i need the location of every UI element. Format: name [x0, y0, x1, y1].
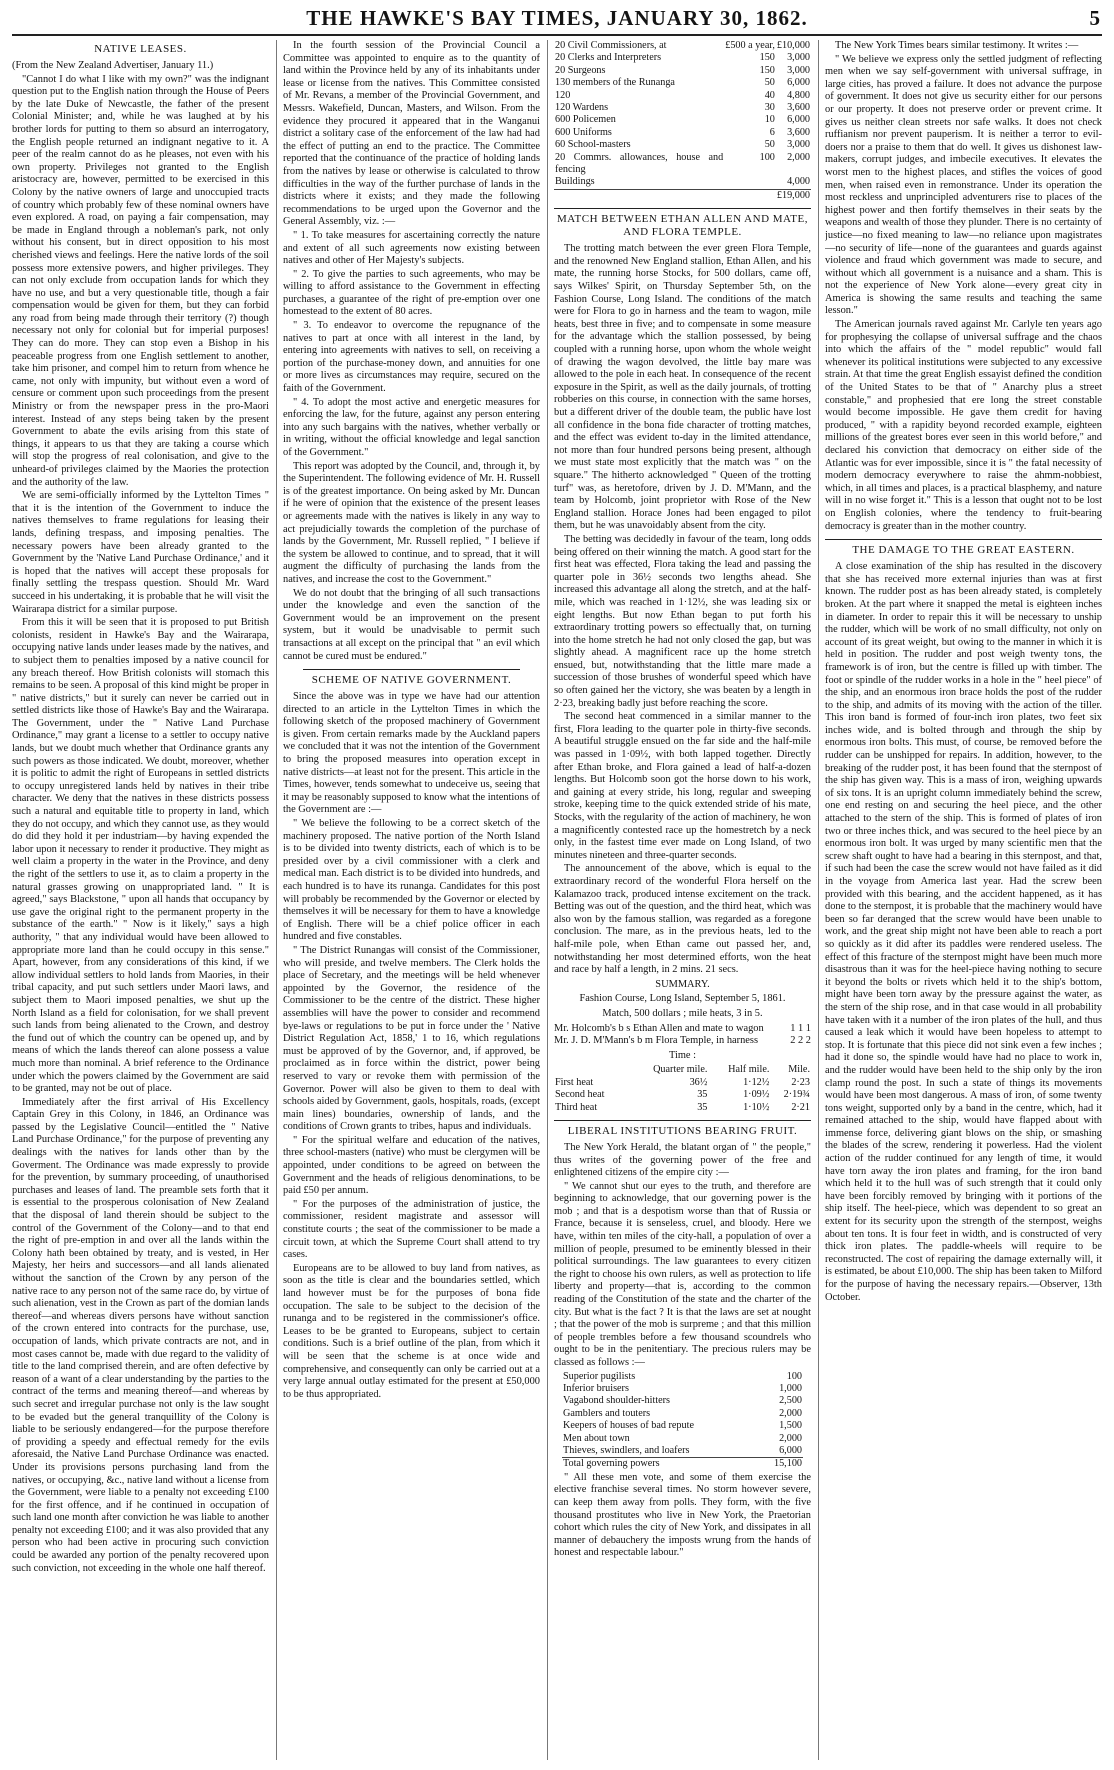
heat-name: First heat	[555, 1076, 594, 1088]
rulers-class: Inferior bruisers	[563, 1383, 629, 1394]
heat-time: 2·19¾	[783, 1089, 810, 1101]
rulers-row	[562, 1371, 803, 1383]
rulers-total-value: 15,100	[759, 1458, 803, 1471]
heat-name: Third heat	[555, 1101, 598, 1113]
section-rule	[554, 1120, 811, 1121]
rulers-count: 1,500	[779, 1420, 802, 1432]
heat-header: Half mile.	[728, 1064, 770, 1076]
budget-total: 3,000	[787, 52, 810, 64]
budget-total: 6,000	[787, 114, 810, 126]
column-2	[283, 40, 540, 1762]
entry-name: Mr. J. D. M'Mann's b m Flora Temple, in harness	[554, 1035, 758, 1047]
budget-total: 4,000	[787, 176, 810, 188]
summary-course: Fashion Course, Long Island, September 5, 1861.	[579, 993, 786, 1005]
heat-time: 1·10½	[743, 1101, 770, 1113]
paragraph: The announcement of the above, which is equal to the extraordinary record of the wonderful Flora herself on the Kalamazoo track, produced intense excitement on the track. Betting was out of the question, and the third heat, which was also won by the famous stallion, was regarded as a foregone conclusion. The mare, as in the previous heats, led to the half-mile pole, when Ethan came out passed her, and, notwithstanding her most determined efforts, won the heat and race by half a length, in 2 mins. 21 secs.	[554, 863, 811, 976]
heat-time: 1·09½	[743, 1089, 770, 1101]
paragraph: The New York Times bears similar testimony. It writes :—	[835, 40, 1079, 51]
heat-name: Second heat	[555, 1089, 605, 1101]
budget-rate: 150	[759, 52, 775, 64]
entry-name: Mr. Holcomb's b s Ethan Allen and mate to wagon	[554, 1022, 764, 1034]
budget-rate: 30	[764, 102, 775, 114]
rulers-count: 6,000	[779, 1445, 802, 1457]
rulers-total-label: Total governing powers	[562, 1458, 759, 1471]
article-heading-native-leases: NATIVE LEASES.	[94, 43, 187, 55]
paragraph: " For the spiritual welfare and education of the natives, three school-masters (native) who must be clergymen will be appointed, under conditions to be agreed on between the Government and the heads of religious denominations, to be paid £50 per annum.	[283, 1134, 540, 1197]
summary-entry	[554, 1023, 811, 1036]
paragraph: " All these men vote, and some of them exercise the elective franchise several times. No storm however severe, can keep them away from polls. They form, with the five thousand prostitutes who live in New York, the Praetorian cohort which rules the city of New York, and dissipates in all manner of debauchery the imposts wrung from the hands of honest and respectable labour."	[554, 1471, 811, 1559]
budget-grand-total: £19,000	[776, 189, 810, 201]
budget-total: 2,000	[787, 151, 810, 163]
recommendation: " 1. To take measures for ascertaining correctly the nature and extent of all such agreements now existing between natives and other of Her Majesty's subjects.	[283, 229, 540, 267]
paragraph: A close examination of the ship has resulted in the discovery that she has received more external injuries than was at first known. The rudder post as has been already stated, is completely broken. At the part where it snapped the metal is eighteen inches in diameter. In order to repair this it will be necessary to unship the rudder, which will be work of no small difficulty, not only on account of its great weight, but owing to the manner in which it is held in position. The rudder and post weigh twenty tons, the framework is of iron, but the centre is filled up with timber. The foot or spindle of the rudder works in a hole in the " heel piece" of the ship, and an enormous iron brace holds the post of the rudder to the ship, and admits of its moving with the action of the tiller. This iron band is formed of four-inch iron plates, two feet six inches wide, and is bolted through and through the ship by enormous iron bolts. This must, of course, be removed before the rudder can be unshipped for repairs. In addition, however, to the breaking of the rudder post, it has been found that the sternpost of the ship has given way. This is a mass of iron, weighing upwards of six tons. It is an upright column immediately behind the screw, one end resting on and securing the heel piece, and the other attached to the stern of the ship. This is formed of plates of iron two or three inches thick, and was secured to the heel piece by an enormous iron bolt. It was urged by many scientific men that the screw shaft ought to have had a bearing in this sternpost, and that, if such had been the case the screw would not have failed as it did in the voyage from America last year. Had the screw been provided with this bearing, and the accident happened, as it has done to the sternpost, it is probable that the machinery would have been so far deranged that the screw would have been unable to work, and the great ship might not have been able to reach a port so quickly as it did after its paddles were rendered useless. The effect of this fracture of the sternpost might have been much more disastrous than it was for the heel-piece having nothing to secure it beyond the bolts or rivets which held it to the ship's bottom, might have been torn away by the pressure against the water, as the stern of the ship rose, and in that case would in all probability have taken with it a number of the iron plates of the hull, and thus caused a leak which it would have been hopeless to attempt to stop. It is fortunate that this piece did not sink even a few inches ; had it done so, the spindle would have had no place to work in, and the rudder would have been held to the ship only by the iron clamp round the post. In such a state of things its movements would have been most dangerous. A mass of iron, of some twenty tons weight, supported only by a band in the centre, which, had it remained attached to the ship, would have flapped about with immense force, delivering giant blows on the ship, or smashing the blades of the screw, rendering it powerless. Had the violent action of the rudder continued for any length of time, it would have torn away the iron plates and framing, for the iron band which held it to the hull was of such strength that it could only have been forcibly removed by bringing with it portions of the ship itself. The heel-piece, which was dependent to so great an extent for its security upon the strength of the sternpost, weighs about ten tons. It is four feet in width, and is constructed of very thick iron plates. The paddle-wheels will require to be reconstructed. The cost of repairing the damage externally will, it is estimated, be about £10,000. The ship has been taken to Milford for the purpose of having the necessary repairs.—Observer, 13th October.	[825, 561, 1102, 1303]
heat-row	[554, 1077, 811, 1089]
paragraph: The American journals raved against Mr. Carlyle ten years ago for prophesying the collapse of universal suffrage and the chaos into which the affairs of the " model republic" would fall whenever its political institutions were subjected to any excessive strain. At that time the great English essayist defined the condition of the United States to be that of " Anarchy plus a street constable," and prophesied that ere long the street constable would become impossible. He gave them credit for having produced, " with a rapidity beyond recorded example, eighteen millions of the greatest bores ever seen in this world before," and declared his conviction that democracy on either side of the Atlantic was for ever impossible, since it is " the fatal necessity of modern democracy everywhere to raise the ahmm-nobbiest, which, in all times and places, is a practical blasphemy, and nature will in no wise forget it." This is a lesson that ought not to be lost on English colonies, where the tendency to fruit-bearing democracy is greater than in the mother country.	[825, 319, 1102, 532]
article-source: (From the New Zealand Advertiser, January 11.)	[12, 60, 214, 71]
budget-total: 4,800	[787, 89, 810, 101]
heat-header	[554, 1064, 628, 1076]
paragraph: " The District Runangas will consist of the Commissioner, who will preside, and twelve members. The Clerk holds the place of Secretary, and the meetings will be held whenever appointed by the Governor, the residence of the Commissioner to be the centre of the district. These higher assemblies will have the power to consider and recommend bye-laws or regulations to be put in force under the ' Native District Regulation Act, 1858,' 1 to 16, which regulations must be approved of by the Governor, and, if approved, be proclaimed as in force within the district, power being reserved to vary or revoke them with permission of the Governor. Power will also be given to them to deal with schools aided by Government, gaols, hospitals, roads, (except main lines) boundaries, ownership of lands, and the conditions of Crown grants to tribes, hapus and individuals.	[283, 944, 540, 1133]
budget-row	[554, 127, 811, 139]
budget-row	[554, 152, 811, 177]
rulers-count: 2,000	[779, 1407, 802, 1419]
budget-rate: 150	[759, 64, 775, 76]
budget-row	[554, 90, 811, 102]
heat-time: 36½	[689, 1076, 708, 1088]
rulers-class: Keepers of houses of bad repute	[563, 1420, 694, 1432]
paragraph: The betting was decidedly in favour of the team, long odds being offered on their winning the match. A good start for the first heat was effected, Flora taking the lead and passing the quarter pole in 36½ seconds two lengths ahead. She increased this advantage all along the stretch, and at the half-mile, which was reached in 1·12½, she was leading six or eight lengths. But now Ethan began to put forth his extraordinary trotting powers so effectually that, on turning into the home stretch he had not only closed the gap, but was slightly ahead. A magnificent race up the home stretch ensued, but, notwithstanding that the little mare made a succession of those brushes of wonderful speed which have so often gained her the victory, she was beaten by a length in 2·23, breaking badly just before reaching the score.	[554, 533, 811, 709]
rulers-count: 100	[786, 1370, 802, 1382]
section-rule	[825, 539, 1102, 540]
masthead-rule	[12, 34, 1102, 36]
heat-row	[554, 1102, 811, 1114]
budget-row	[554, 102, 811, 114]
paragraph: " For the purposes of the administration of justice, the commissioner, resident magistrate and assessor will constitute courts ; the seat of the commissioner to be made a circuit town, at which the Supreme Court shall attend to try cases.	[283, 1198, 540, 1261]
paragraph: This report was adopted by the Council, and, through it, by the Superintendent. The following evidence of Mr. H. Russell is of the greatest importance. On being asked by Mr. Duncan if he were of opinion that the existence of the present leases or agreements made with the natives is likely in any way to act prejudicially towards the completion of the purchase of lands by the Government, Mr. Russell replied, " I believe if the system be allowed to continue, and to spread, that it will augment the difficulty of purchasing the lands from the natives, and increase the cost to the Government."	[283, 460, 540, 585]
paragraph: We are semi-officially informed by the Lyttelton Times " that it is the intention of the Government to induce the natives themselves to frame regulations for leasing their lands, defining trespass, and imposing penalties. The necessary powers have been already granted to the Government by the 'Native Land Purchase Ordinance,' and it is hoped that the natives will accept these proposals for finally settling the trespass question. Should Mr. Ward succeed in his undertaking, it is probable that he will visit the Wairarapa district for a similar purpose.	[12, 490, 269, 615]
rulers-class: Men about town	[563, 1432, 630, 1444]
article-heading-eastern: THE DAMAGE TO THE GREAT EASTERN.	[852, 544, 1075, 557]
rulers-class: Gamblers and touters	[563, 1407, 651, 1419]
masthead	[12, 6, 1102, 36]
budget-row	[554, 40, 811, 52]
rulers-row	[562, 1395, 803, 1407]
budget-item: 130 members of the Runanga	[555, 77, 675, 89]
summary-match: Match, 500 dollars ; mile heats, 3 in 5.	[602, 1007, 763, 1019]
budget-item: Buildings	[555, 176, 595, 188]
paragraph: From this it will be seen that it is proposed to put British colonists, resident in Hawke's Bay and the Wairarapa, occupying native lands under leases made by the natives, and to subject them to penalties imposed by a native council for any breach thereof. How British colonists will stomach this remains to be seen. A proposal of this kind might be proper in " native districts," but it surely can never be carried out in settled districts like those of Hawke's Bay and the Wairarapa. The Government, under the " Native Land Purchase Ordinance," may grant a license to a settler to occupy native lands, but we doubt much whether that Ordinance grants any such powers as those indicated. We doubt, moreover, whether it is politic to admit the right of Europeans in settled districts to occupy unregistered lands held by natives in their tribe character. We deny that the natives in these districts possess such a natural and equitable title to property in land, which they do not occupy, and which they cannot use, as they would do did they hold it per industriam—by having expended the labor upon it necessary to render it productive. They might as well claim a property in the water in the Province, and deny the right of the settlers to use it, as to claim a property in the natural grasses growing on unappropriated land. " It is agreed," says Blackstone, " upon all hands that occupancy by use gave the original right to the permanent property in the substance of the earth." " Now is it likely," says a high authority, " that any individual would have been allowed to appropriate more land than he could occupy in this sense." Apart, however, from any considerations of this kind, if we allow individual settlers to hold lands from Maories, in their tribal capacity, and put such settlers under Maori laws, and subject them to Maori imposed penalties, we shut up the North Island as a field for colonisation, for we shall prevent such lands from being alienated to the Crown, and destroy the fund out of which the country can be opened up, and by means of which the lands thereof can alone possess a value much more than nominal. A brief reference to the Ordinance under which the powers claimed by the Government are said to be granted, may not be out of place.	[12, 617, 269, 1095]
budget-item: 120	[555, 89, 571, 101]
heat-header: Quarter mile.	[653, 1064, 708, 1076]
time-label: Time :	[668, 1049, 697, 1061]
section-rule	[554, 208, 811, 209]
rulers-count: 2,000	[779, 1432, 802, 1444]
budget-row	[554, 114, 811, 126]
budget-item: 20 Commrs. allowances, house and fencing	[555, 151, 724, 176]
budget-rate	[724, 176, 776, 189]
budget-rate: 40	[764, 89, 775, 101]
rulers-row	[562, 1433, 803, 1445]
heat-header: Mile.	[788, 1064, 810, 1076]
budget-rate: 50	[764, 77, 775, 89]
article-heading-scheme: SCHEME OF NATIVE GOVERNMENT.	[311, 674, 512, 687]
budget-item: 60 School-masters	[555, 139, 631, 151]
rulers-count: 1,000	[779, 1383, 802, 1394]
recommendation: " 2. To give the parties to such agreements, who may be willing to afford assistance to the Government in effecting purchases, a guarantee of the right of pre-emption over one homestead to the extent of 80 acres.	[283, 268, 540, 318]
paragraph: Immediately after the first arrival of His Excellency Captain Grey in this Colony, in 1846, an Ordinance was passed by the Legislative Council—entitled the " Native Land Purchase Ordinance," for the purpose of preventing any dealings with the natives for lands other than by the Goverment. The Ordinance was made expressly to provide for the prevention, by summary proceeding, of unauthorised purchases and leases of land. The preamble sets forth that it is essential to the prosperous colonisation of New Zealand that the disposal of land therein should be subject to the control of the Government of the Colony—and to that end the right of pre-emption in and over all the lands within the Colony hath been obtained by treaty, and is vested, in Her Majesty, her heirs and successors—and all lands alienated without the sanction of the Crown by any person of the native race to any person not of the same race do, by virtue of such alienation, vest in the Crown as part of the domian lands thereof—and whereas divers persons have without sanction of the crown entered into contracts for the purchase, use, occupation of lands, which private contracts are not, and in most cases cannot be, made with due regard to the validity of title to the land comprised therein, and are often defective by reason of a want of a clear understanding by the parties to the contract of the terms and meaning thereof—and whereas by such secret and irregular purchase not only is the law sought to be evaded but the general tranquillity of the Colony is liable to be seriously endangered—for the purpose therefore of providing a speedy and effectual remedy for the evils aforesaid, the Native Land Purchase Ordinance was enacted. Under its provisions persons purchasing land from the natives, or occupying, &c., native land without a license from the Government, were liable to a penalty not exceeding £100 for the first offence, and if he continued in occupation of such land one month after conviction he was liable to another penalty not exceeding £100; and it was also provided that any person who had been active in procuring such conviction could be awarded any portion of the penalty recovered upon such conviction, not exceeding in the whole one half thereof.	[12, 1096, 269, 1574]
rulers-class: Superior pugilists	[563, 1370, 636, 1382]
rulers-class: Vagabond shoulder-hitters	[563, 1395, 671, 1407]
budget-total-row	[554, 189, 811, 202]
article-heading-match: MATCH BETWEEN ETHAN ALLEN AND MATE, AND FLORA TEMPLE.	[557, 213, 808, 239]
paragraph: The second heat commenced in a similar manner to the first, Flora leading to the quarter pole in thirty-five seconds. A beautiful struggle ensued on the far side and the half-mile was passed in 1·09½, with both lapped together. Directly after Ethan broke, and Flora gained a lead of half-a-dozen lengths. But Holcomb soon got the horse down to his work, and gaining at every stride, his long, regular and sweeping stroke, keeping time to the quick extended stride of his mate, Stocks, with the regularity of the action of machinery, he won a magnificently contested race up the homestretch by a neck only, in the fastest time ever made on Long Island, of two minutes nineteen and three-quarter seconds.	[554, 711, 811, 861]
budget-rate: 10	[764, 114, 775, 126]
column-1	[12, 40, 269, 1762]
budget-rate: £500 a year,	[725, 40, 775, 51]
budget-rate: 100	[759, 151, 775, 163]
recommendation: " 3. To endeavor to overcome the repugnance of the natives to part at once with all interest in the land, by entering into agreements with natives to sell, on receiving a portion of the purchase-money down, and annuities for one or more lives as circumstances may require, secured on the faith of the Government.	[283, 320, 540, 395]
paragraph: " We believe the following to be a correct sketch of the machinery proposed. The native portion of the North Island is to be divided into twenty districts, each of which is to be presided over by a civil commissioner with a clerk and medical man. Each district is to be divided into hundreds, and each hundred is to have its runanga. Candidates for this post will probably be recommended by the Governor or elected by themselves it will be necessary for them to have a knowledge of English. There will be a chief police officer in each hundred and five constables.	[283, 818, 540, 943]
heat-time: 2·23	[791, 1076, 810, 1088]
section-rule	[303, 669, 520, 670]
paragraph: " We cannot shut our eyes to the truth, and therefore are beginning to acknowledge, that our governing power is the mob ; and that is a despotism worse than that of Russia or France, because it is senseless, cruel, and bloody. Here we have, within ten miles of the city-hall, a population of over a million of people, presumed to be eminently blessed in their political surroundings. The law guarantees to every citizen the right to choose his own rulers, as well as protection to life liberty and property—that is, according to the common reading of the Constitution of the state and the charter of the city. But what is the fact ? It is that the laws are set at nought ; that the power of the mob is surpreme ; and that this million of people trembles before a few thousand scoundrels who ought to be in the penitentiary. The precious rulers may be classed as follows :—	[554, 1180, 811, 1368]
paragraph: Europeans are to be allowed to buy land from natives, as soon as the title is clear and the boundaries settled, which land however must be for the purposes of bona fide occupation. The sale to be subject to the decision of the runanga and to be registered in the commissioner's office. Leases to be be granted to Europeans, subject to certain conditions. Such is a brief outline of the plan, from which it will be seen that the scheme is at once wide and comprehensive, and consequently can only be carried out at a very large annual outlay estimated for the present at £50,000 to be thus appropriated.	[283, 1262, 540, 1400]
column-4	[825, 40, 1102, 1762]
page-title: THE HAWKE'S BAY TIMES, JANUARY 30, 1862.	[306, 6, 808, 30]
budget-row	[554, 77, 811, 89]
heat-time: 35	[697, 1101, 708, 1113]
paragraph: In the fourth session of the Provincial Council a Committee was appointed to enquire as to the quantity of land within the Province held by any of its inhabitants under lease or license from the natives. This Committee consisted of Mr. Revans, a member of the Provincial Government, and Messrs. Wakefield, Duncan, Masters, and Wilson. From the evidence they procured it appeared that in the Wanganui district a solitary case of the enforcement of the law had had the effect of putting an end to the practice. The Committee reported that the continuance of the practice of holding lands from the natives by lease or otherwise is calculated to throw difficulties in the way of the further purchase of lands in the districts where it exists; and they made the following recommendations to be urged upon the Governor and the General Assembly, viz. :—	[283, 40, 540, 228]
rulers-count: 2,500	[779, 1395, 802, 1407]
budget-total: 6,000	[787, 77, 810, 89]
entry-result: 1 1 1	[790, 1022, 811, 1034]
budget-total: 3,000	[787, 64, 810, 76]
budget-item: 20 Clerks and Interpreters	[555, 52, 662, 64]
paragraph: The New York Herald, the blatant organ of " the people," thus writes of the governing power of the free and enlightened citizens of the empire city :—	[554, 1141, 811, 1179]
rulers-row	[562, 1408, 803, 1420]
rulers-class: Thieves, swindlers, and loafers	[563, 1445, 690, 1457]
budget-row	[554, 65, 811, 77]
summary-label: SUMMARY.	[655, 978, 710, 990]
paragraph: We do not doubt that the bringing of all such transactions under the knowledge and even the sanction of the Government would be an improvement on the present system, but it would be unadvisable to permit such transactions at all except on the principal that " an evil which cannot be cured must be endured."	[283, 587, 540, 662]
budget-total: £10,000	[776, 40, 810, 51]
column-3	[554, 40, 811, 1762]
page-number: 5	[1089, 6, 1100, 30]
heat-time: 1·12½	[743, 1076, 770, 1088]
budget-item: 20 Civil Commissioners, at	[555, 40, 667, 51]
budget-table	[554, 40, 811, 202]
budget-total: 3,600	[787, 126, 810, 138]
article-heading-liberal: LIBERAL INSTITUTIONS BEARING FRUIT.	[567, 1124, 798, 1137]
paragraph: The trotting match between the ever green Flora Temple, and the renowned New England stallion, Ethan Allen, and his mate, the running horse Stocks, for 500 dollars, came off, says Wilkes' Spirit, on Thursday September 5th, on the Fashion Course, Long Island. The conditions of the match were for Flora to go in harness and the team to wagon, mile heats, best three in five; and to compensate in some measure for the advantage which the stallion possessed, by being coupled with a running horse, upon whom the whole weight of drawing the wagon devolved, the little bay mare was allowed to the pole in each heat. In consequence of the recent exposure in the Spirit, as well as the daily journals, of trotting robberies on this course, in connection with the same horses, but a different driver of the double team, the public have lost all confidence in the bona fide character of trotting matches, and the effect was evident to-day in the limited attendance, not more than four hundred persons being present, although we must state most explicitly that the match was " on the square." The hitherto acknowledged " Queen of the trotting turf" was, as heretofore, driven by J. D. M'Mann, and the team by Holcomb, joint proprietor with Rose of the New England stallion. Horace Jones had been engaged to pilot them, but he was unavoidably absent from the city.	[554, 243, 811, 532]
paragraph: Since the above was in type we have had our attention directed to an article in the Lyttelton Times in which the following sketch of the proposed machinery of Government is given. From certain remarks made by the Auckland papers we concluded that it was not the intention of the Government to bring the proposed measures into operation except in native districts—at least not for the present. This article in the Times, however, tends somewhat to undeceive us, seeing that it may be reasonably supposed to know what the intentions of the Government are :—	[283, 691, 540, 816]
budget-row	[554, 176, 811, 189]
budget-item: 600 Policemen	[555, 114, 616, 126]
paragraph: "Cannot I do what I like with my own?" was the indignant question put to the English nation through the House of Peers by the late Duke of Newcastle, the father of the present Colonial Minister; and, while he was laughed at by his brother lords for putting to them so absurd an interrogatory, the English people returned an indignant negative to it. A peer of the realm cannot do as he pleases, not even with his own property. Privileges not granted to the English aristocracy are, however, permitted to be exercised in this Colony by the native owners of large and unoccupied tracts of country which probably few of these nominal owners have even explored. A road, on paying a fair compensation, may be made in England through a nobleman's park, not only without his consent, but in direct opposition to his most cherished views and feelings. Here the native lords of the soil possess more extensive powers, and higher privileges. They can not only exclude from occupation lands for which they have no use, and but a very questionable title, though a fair compensation would be given for them, but they can forbid any road from being made through their territory (?) though necessary not only for colonial but for imperial purposes! They can do more. They can stop even a Bishop in his peaceable progress from one English settlement to another, take him prisoner, and compel him to return from whence he came, not only with impunity, but without even a word of censure or comment upon such proceedings from the present Ministry or from the newspaper press in the pro-Maori interest. Instead of any steps being taken by the present Government to abate the evils arising from this state of things, it appears to us that they are taking a course which will stop the progress of real colonisation, and give to the unheard-of privileges claimed by the Maories the protection and the authority of the law.	[12, 73, 269, 488]
budget-total: 3,000	[787, 139, 810, 151]
column-divider	[818, 40, 819, 1760]
budget-row	[554, 52, 811, 64]
heat-time: 35	[697, 1089, 708, 1101]
heat-row	[554, 1089, 811, 1101]
rulers-total-row	[562, 1458, 803, 1471]
rulers-row	[562, 1420, 803, 1432]
column-divider	[547, 40, 548, 1760]
rulers-table	[562, 1371, 803, 1471]
heat-time: 2·21	[791, 1101, 810, 1113]
summary-entry	[554, 1035, 811, 1048]
budget-row	[554, 139, 811, 151]
paragraph: " We believe we express only the settled judgment of reflecting men when we say self-government with universal suffrage, in large cities, has proved a failure. It does not advance the purpose of government. It does not give us security either for our persons or our property. It does not preserve order or prevent crime. It gives us neither clean streets nor safe walks. It does not check ruffianism nor prevent pauperism. It is neither a terror to evil-doers nor a praise to them that do well. It gives us dishonest law-makers, corrupt judges, and imbecile executives. It elevates the worst men to the highest places, and stifles the voices of good men, when raised even in remonstrance. Under its operation the most reckless and unprincipled adventurers rise to places of the highest power and then fortify themselves in their seats by the weapons and wealth of those they plunder. There is no certainty of justice—no fixed meaning to law—no reliance upon magistrates—no security of life—none of the guarantees and guards against violence and fraud which government was made to secure, and without which all government is a nuisance and a sham. This is not the experience of New York alone—every great city in America is showing the same results and teaching the same lesson."	[825, 53, 1102, 317]
column-divider	[276, 40, 277, 1760]
budget-rate: 6	[769, 126, 775, 138]
heat-times-table	[554, 1064, 811, 1114]
rulers-row	[562, 1445, 803, 1458]
recommendation: " 4. To adopt the most active and energetic measures for enforcing the law, for the future, against any person entering into any such bargains with the natives, whether verbally or in writing, without the official knowledge and legal sanction of the Government."	[283, 396, 540, 458]
entry-result: 2 2 2	[790, 1035, 811, 1047]
budget-item: 600 Uniforms	[555, 126, 612, 138]
rulers-row	[562, 1383, 803, 1395]
budget-item: 20 Surgeons	[555, 64, 606, 76]
heat-header-row	[554, 1064, 811, 1076]
budget-rate: 50	[764, 139, 775, 151]
budget-total: 3,600	[787, 102, 810, 114]
budget-item: 120 Wardens	[555, 102, 609, 114]
